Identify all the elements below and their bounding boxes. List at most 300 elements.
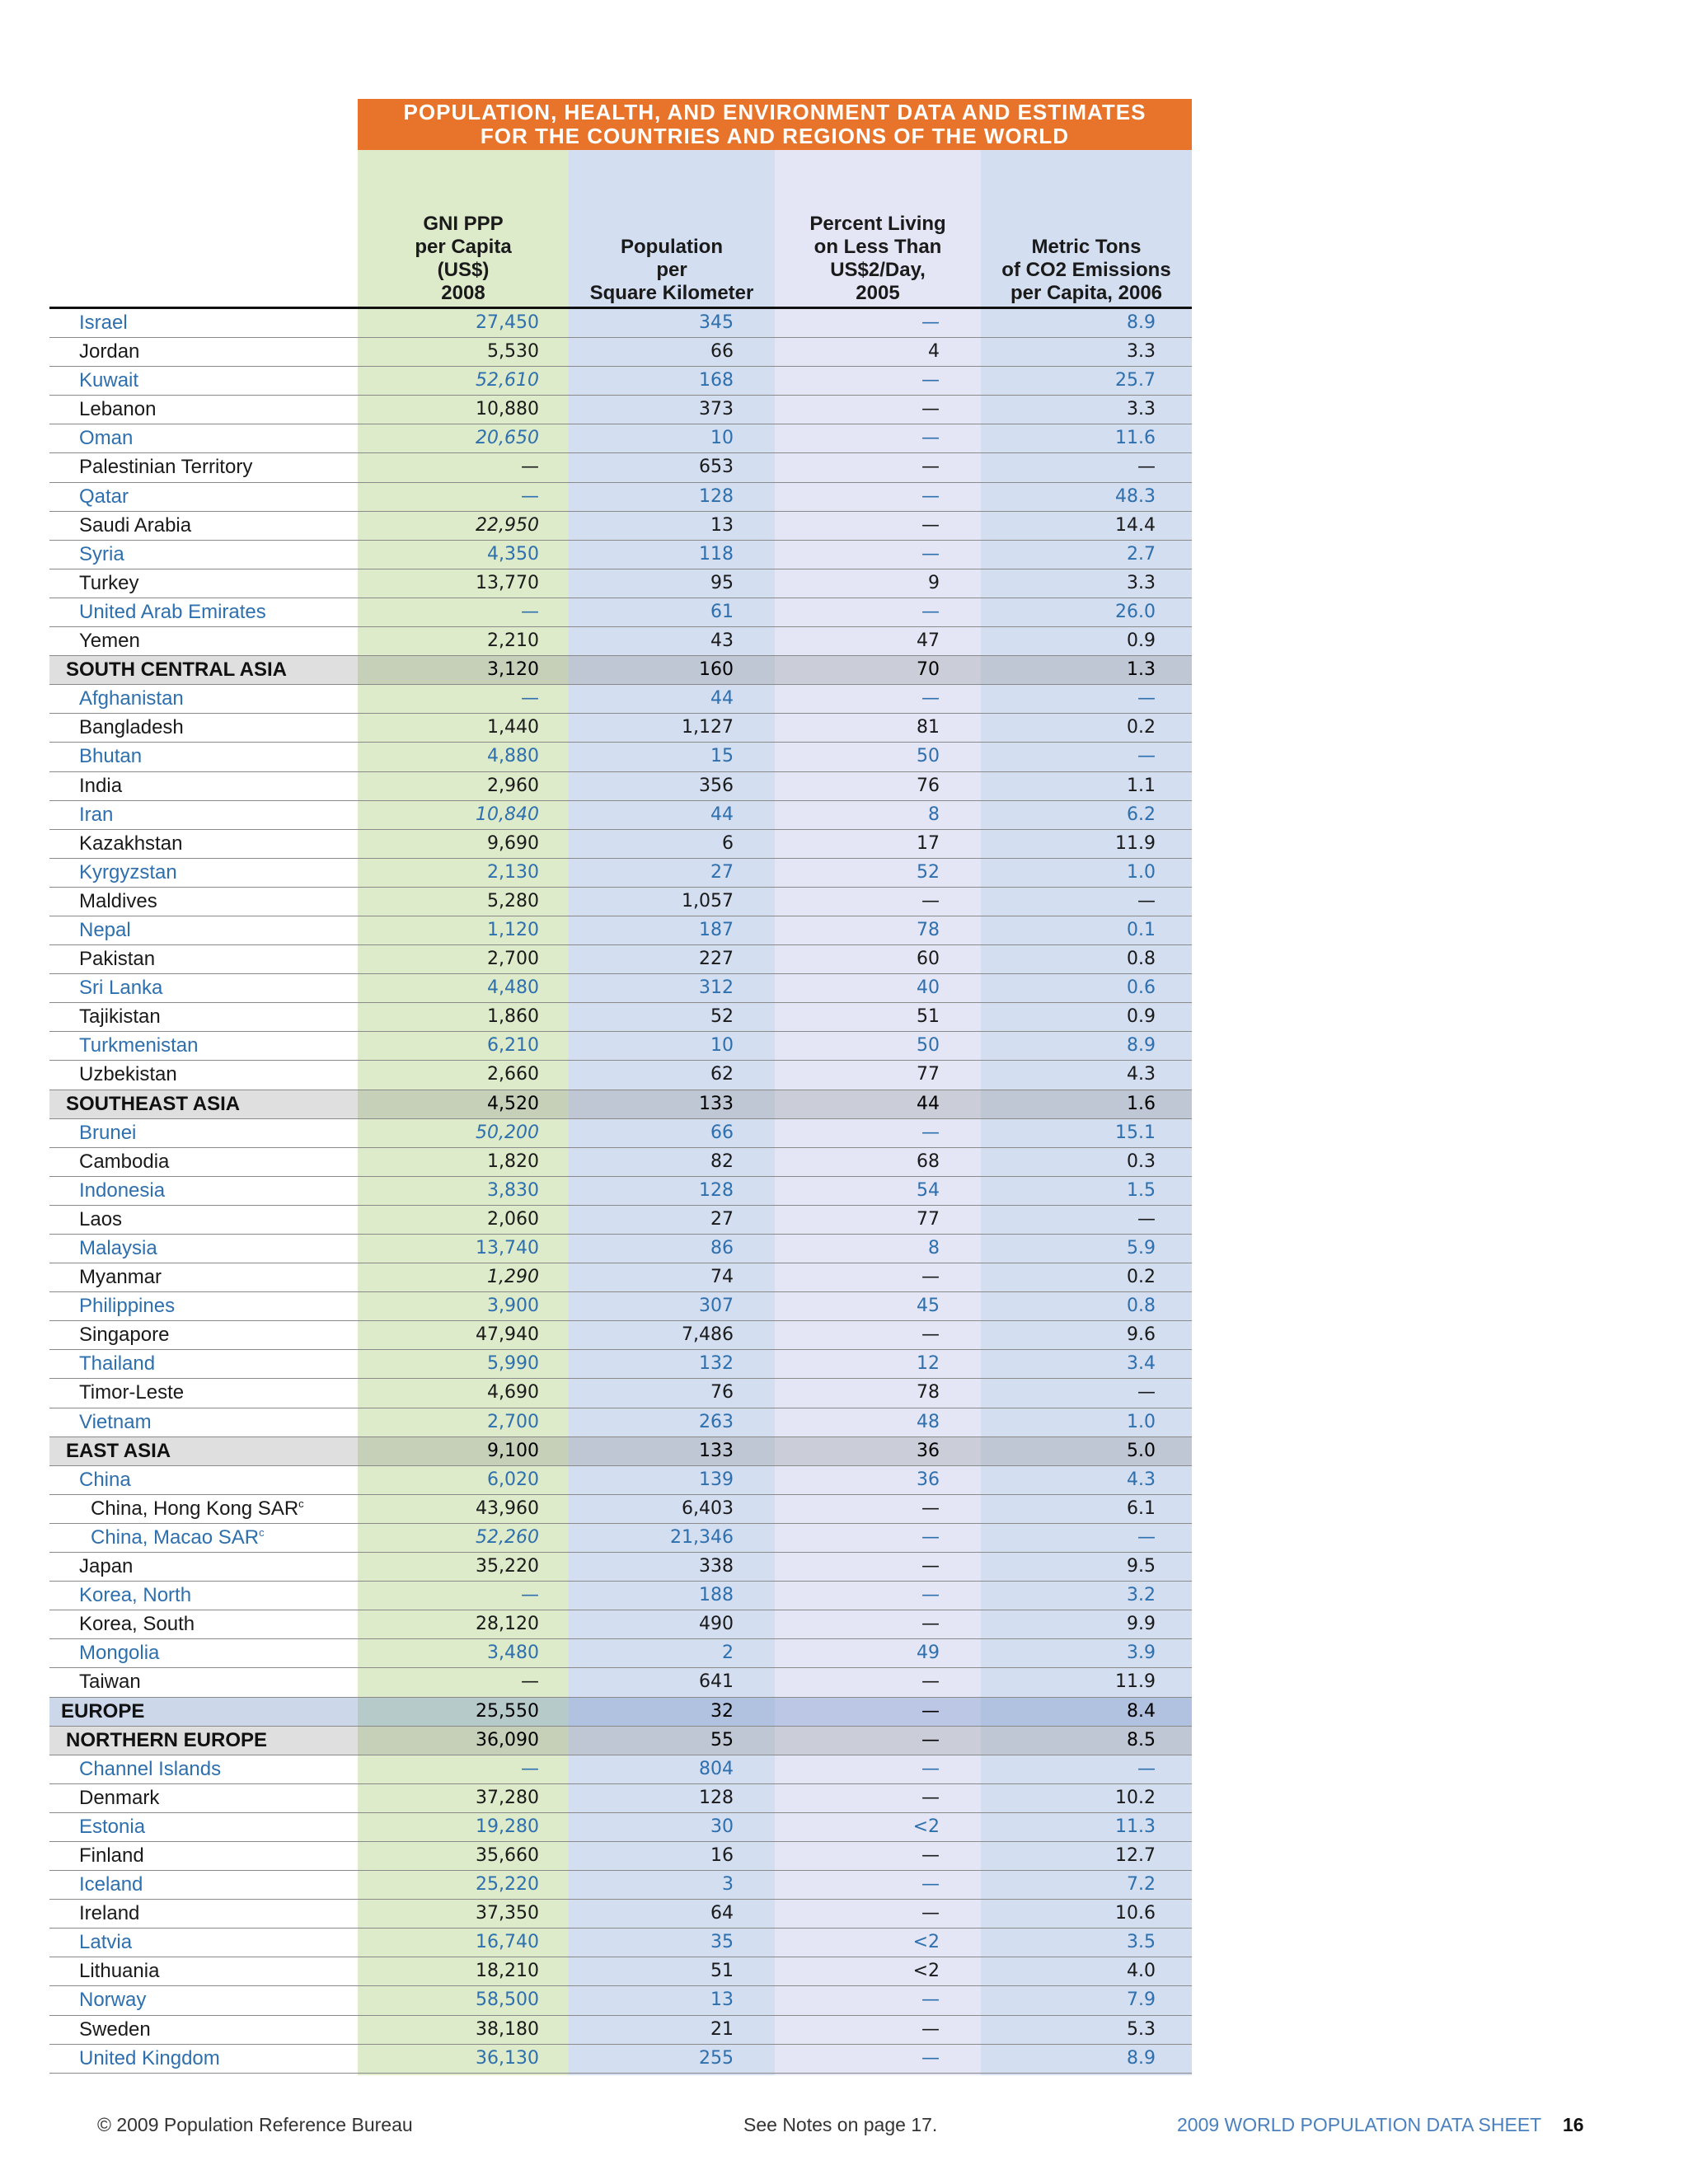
density-value: 804 — [699, 1758, 734, 1779]
poverty-value: — — [921, 399, 940, 420]
co2-value: 9.9 — [1127, 1614, 1156, 1635]
gni-value: 4,880 — [487, 746, 539, 767]
poverty-value: — — [921, 2047, 940, 2069]
gni-value: 38,180 — [476, 2018, 539, 2040]
gni-value: 2,130 — [487, 861, 539, 883]
gni-value: 36,130 — [476, 2047, 539, 2069]
table-row — [49, 1177, 1192, 1206]
table-row — [49, 714, 1192, 743]
density-value: 6,403 — [682, 1497, 734, 1519]
density-value: 133 — [699, 1093, 734, 1114]
gni-value: 9,690 — [487, 832, 539, 854]
poverty-value: 77 — [917, 1208, 940, 1230]
poverty-value: — — [921, 543, 940, 565]
gni-value: 52,260 — [476, 1526, 539, 1548]
row-label: Lithuania — [79, 1960, 160, 1983]
region-row — [49, 1727, 1192, 1755]
gni-value: 27,450 — [476, 312, 539, 333]
poverty-value: — — [921, 688, 940, 710]
row-label: Ireland — [79, 1902, 140, 1925]
density-value: 32 — [710, 1700, 734, 1722]
co2-value: 5.0 — [1127, 1440, 1156, 1461]
density-value: 86 — [710, 1238, 734, 1258]
co2-value: — — [1137, 746, 1156, 767]
density-value: 66 — [710, 1122, 734, 1143]
row-label: Kyrgyzstan — [79, 860, 177, 883]
poverty-value: — — [921, 1729, 940, 1750]
table-row — [49, 1900, 1192, 1929]
density-value: 2 — [722, 1643, 734, 1664]
co2-value: 0.8 — [1127, 949, 1156, 970]
table-row — [49, 801, 1192, 830]
co2-value: — — [1137, 457, 1156, 478]
row-label: Iceland — [79, 1873, 143, 1896]
row-label: Mongolia — [79, 1642, 160, 1665]
poverty-value: 47 — [917, 630, 940, 652]
poverty-value: — — [921, 1758, 940, 1779]
gni-value: 4,480 — [487, 977, 539, 999]
co2-value: 26.0 — [1115, 601, 1156, 622]
gni-value: 20,650 — [476, 428, 539, 449]
density-value: 82 — [710, 1151, 734, 1172]
row-label: Turkmenistan — [79, 1034, 199, 1057]
co2-value: 0.3 — [1127, 1151, 1156, 1172]
co2-value: 3.2 — [1127, 1585, 1156, 1606]
poverty-value: 9 — [928, 572, 940, 593]
row-label: Thailand — [79, 1352, 156, 1376]
poverty-value: 77 — [917, 1064, 940, 1085]
density-value: 653 — [699, 457, 734, 478]
table-row — [49, 569, 1192, 598]
co2-value: 11.9 — [1115, 832, 1156, 854]
header-poverty: Percent Living on Less Than US$2/Day, 2005 — [809, 213, 946, 304]
table-row — [49, 916, 1192, 945]
data-table — [49, 309, 1192, 2074]
poverty-value: 50 — [917, 746, 940, 767]
poverty-value: — — [921, 1844, 940, 1866]
poverty-value: 17 — [917, 832, 940, 854]
row-label: Timor-Leste — [79, 1381, 185, 1404]
poverty-value: 8 — [928, 1238, 940, 1258]
gni-value: 6,210 — [487, 1035, 539, 1057]
gni-value: — — [521, 1671, 539, 1693]
density-value: 338 — [699, 1556, 734, 1577]
co2-value: 7.9 — [1127, 1990, 1156, 2011]
poverty-value: <2 — [912, 1932, 940, 1953]
table-row — [49, 772, 1192, 801]
co2-value: 1.3 — [1127, 659, 1156, 681]
co2-value: 3.3 — [1127, 341, 1156, 363]
co2-value: 3.3 — [1127, 399, 1156, 420]
poverty-value: — — [921, 1585, 940, 1606]
gni-value: 25,550 — [476, 1700, 539, 1722]
table-row — [49, 1668, 1192, 1697]
row-label: Myanmar — [79, 1266, 162, 1289]
row-label: Vietnam — [79, 1410, 152, 1433]
co2-value: 4.3 — [1127, 1469, 1156, 1490]
density-value: 139 — [699, 1469, 734, 1490]
row-label: Estonia — [79, 1815, 146, 1838]
poverty-value: <2 — [912, 1961, 940, 1982]
row-label: Norway — [79, 1989, 147, 2012]
co2-value: 3.9 — [1127, 1643, 1156, 1664]
poverty-value: — — [921, 2018, 940, 2040]
row-label: Finland — [79, 1844, 144, 1867]
poverty-value: 12 — [917, 1353, 940, 1375]
poverty-value: <2 — [912, 1816, 940, 1837]
gni-value: 1,820 — [487, 1151, 539, 1172]
co2-value: 9.5 — [1127, 1556, 1156, 1577]
density-value: 95 — [710, 572, 734, 593]
co2-value: 8.9 — [1127, 1035, 1156, 1057]
poverty-value: — — [921, 890, 940, 912]
gni-value: 1,440 — [487, 717, 539, 738]
row-label: Tajikistan — [79, 1005, 161, 1029]
gni-value: 4,350 — [487, 543, 539, 565]
co2-value: 1.5 — [1127, 1179, 1156, 1201]
density-value: 188 — [699, 1585, 734, 1606]
gni-value: — — [521, 1758, 539, 1779]
row-label: Kuwait — [79, 369, 139, 392]
co2-value: 3.5 — [1127, 1932, 1156, 1953]
gni-value: 6,020 — [487, 1469, 539, 1490]
density-value: 345 — [699, 312, 734, 333]
table-row — [49, 1466, 1192, 1495]
row-label: Pakistan — [79, 948, 156, 971]
table-row — [49, 598, 1192, 627]
density-value: 118 — [699, 543, 734, 565]
co2-value: 1.0 — [1127, 1411, 1156, 1432]
table-row — [49, 1639, 1192, 1668]
table-row — [49, 1148, 1192, 1177]
poverty-value: — — [921, 1903, 940, 1924]
table-row — [49, 1292, 1192, 1321]
table-row — [49, 424, 1192, 453]
poverty-value: — — [921, 1671, 940, 1693]
poverty-value: 4 — [928, 341, 940, 363]
co2-value: — — [1137, 1758, 1156, 1779]
gni-value: 19,280 — [476, 1816, 539, 1837]
gni-value: 10,880 — [476, 399, 539, 420]
row-label: Maldives — [79, 889, 157, 912]
region-row — [49, 656, 1192, 685]
poverty-value: — — [921, 1526, 940, 1548]
gni-value: 4,520 — [487, 1093, 539, 1114]
poverty-value: 51 — [917, 1006, 940, 1028]
density-value: 43 — [710, 630, 734, 652]
gni-value: — — [521, 688, 539, 710]
gni-value: 10,840 — [476, 804, 539, 825]
row-label: Bangladesh — [79, 716, 184, 739]
gni-value: 47,940 — [476, 1324, 539, 1346]
poverty-value: 40 — [917, 977, 940, 999]
co2-value: 15.1 — [1115, 1122, 1156, 1143]
header-co2: Metric Tons of CO2 Emissions per Capita, 2006 — [1001, 236, 1171, 304]
header-density: Population per Square Kilometer — [589, 236, 754, 304]
density-value: 13 — [710, 1990, 734, 2011]
poverty-value: — — [921, 601, 940, 622]
poverty-value: — — [921, 1122, 940, 1143]
poverty-value: 60 — [917, 949, 940, 970]
co2-value: 8.5 — [1127, 1729, 1156, 1750]
gni-value: 2,060 — [487, 1208, 539, 1230]
poverty-value: — — [921, 428, 940, 449]
poverty-value: 78 — [917, 919, 940, 940]
co2-value: 9.6 — [1127, 1324, 1156, 1346]
row-label: Syria — [79, 542, 124, 565]
row-label: SOUTH CENTRAL ASIA — [66, 658, 288, 682]
co2-value: 7.2 — [1127, 1874, 1156, 1896]
poverty-value: 70 — [917, 659, 940, 681]
row-label: Lebanon — [79, 398, 157, 421]
gni-value: 2,700 — [487, 949, 539, 970]
co2-value: 3.3 — [1127, 572, 1156, 593]
table-row — [49, 1495, 1192, 1524]
table-row — [49, 1610, 1192, 1639]
table-row — [49, 2016, 1192, 2045]
poverty-value: — — [921, 1556, 940, 1577]
gni-value: 3,480 — [487, 1643, 539, 1664]
table-row — [49, 830, 1192, 859]
density-value: 74 — [710, 1267, 734, 1288]
table-row — [49, 1986, 1192, 2015]
table-row — [49, 1408, 1192, 1437]
row-label: Jordan — [79, 340, 140, 363]
page-number: 16 — [1563, 2114, 1584, 2135]
co2-value: — — [1137, 1526, 1156, 1548]
poverty-value: 81 — [917, 717, 940, 738]
row-label: Yemen — [79, 630, 140, 653]
density-value: 16 — [710, 1844, 734, 1866]
table-row — [49, 743, 1192, 771]
gni-value: 5,990 — [487, 1353, 539, 1375]
table-row — [49, 453, 1192, 482]
table-row — [49, 541, 1192, 569]
row-label: EUROPE — [61, 1699, 145, 1722]
poverty-value: — — [921, 1267, 940, 1288]
table-row — [49, 1379, 1192, 1408]
table-row — [49, 512, 1192, 541]
table-row — [49, 1350, 1192, 1379]
co2-value: 4.3 — [1127, 1064, 1156, 1085]
poverty-value: — — [921, 514, 940, 536]
co2-value: 48.3 — [1115, 485, 1156, 507]
co2-value: 5.9 — [1127, 1238, 1156, 1258]
co2-value: 0.9 — [1127, 630, 1156, 652]
gni-value: 3,900 — [487, 1296, 539, 1317]
table-row — [49, 1784, 1192, 1813]
density-value: 66 — [710, 341, 734, 363]
gni-value: 35,220 — [476, 1556, 539, 1577]
co2-value: 3.4 — [1127, 1353, 1156, 1375]
gni-value: 50,200 — [476, 1122, 539, 1143]
density-value: 62 — [710, 1064, 734, 1085]
density-value: 61 — [710, 601, 734, 622]
co2-value: 10.2 — [1115, 1787, 1156, 1808]
density-value: 128 — [699, 1787, 734, 1808]
table-row — [49, 1003, 1192, 1032]
table-row — [49, 888, 1192, 916]
row-label: Korea, North — [79, 1584, 192, 1607]
table-row — [49, 483, 1192, 512]
density-value: 133 — [699, 1440, 734, 1461]
density-value: 160 — [699, 659, 734, 681]
density-value: 51 — [710, 1961, 734, 1982]
density-value: 263 — [699, 1411, 734, 1432]
gni-value: 43,960 — [476, 1497, 539, 1519]
row-label: Laos — [79, 1207, 123, 1230]
row-label: Bhutan — [79, 745, 143, 768]
row-label: Cambodia — [79, 1150, 170, 1173]
poverty-value: — — [921, 1324, 940, 1346]
table-row — [49, 1061, 1192, 1090]
poverty-value: — — [921, 370, 940, 391]
gni-value: 35,660 — [476, 1844, 539, 1866]
poverty-value: — — [921, 1497, 940, 1519]
row-label: United Arab Emirates — [79, 600, 266, 623]
poverty-value: 45 — [917, 1296, 940, 1317]
gni-value: 1,290 — [487, 1267, 539, 1288]
co2-value: 8.4 — [1127, 1700, 1156, 1722]
gni-value: 13,740 — [476, 1238, 539, 1258]
row-label: Oman — [79, 427, 134, 450]
gni-value: 5,280 — [487, 890, 539, 912]
poverty-value: 8 — [928, 804, 940, 825]
row-label: Afghanistan — [79, 687, 184, 710]
poverty-value: 44 — [917, 1093, 940, 1114]
region-row — [49, 1090, 1192, 1119]
co2-value: 6.2 — [1127, 804, 1156, 825]
poverty-value: 36 — [917, 1469, 940, 1490]
poverty-value: 68 — [917, 1151, 940, 1172]
co2-value: 4.0 — [1127, 1961, 1156, 1982]
gni-value: 13,770 — [476, 572, 539, 593]
gni-value: 5,530 — [487, 341, 539, 363]
table-row — [49, 309, 1192, 338]
gni-value: 52,610 — [476, 370, 539, 391]
gni-value: 2,210 — [487, 630, 539, 652]
table-row — [49, 338, 1192, 367]
row-label: China, Hong Kong SAR$^c$ — [91, 1497, 304, 1520]
co2-value: 0.2 — [1127, 717, 1156, 738]
co2-value: 0.9 — [1127, 1006, 1156, 1028]
region-row — [49, 1698, 1192, 1727]
gni-value: — — [521, 457, 539, 478]
row-label: Uzbekistan — [79, 1063, 177, 1086]
co2-value: 5.3 — [1127, 2018, 1156, 2040]
row-label: Japan — [79, 1555, 134, 1578]
row-label: China — [79, 1468, 131, 1491]
region-row — [49, 1437, 1192, 1466]
co2-value: 8.9 — [1127, 312, 1156, 333]
co2-value: 0.2 — [1127, 1267, 1156, 1288]
table-row — [49, 1235, 1192, 1263]
poverty-value: — — [921, 485, 940, 507]
row-label: Brunei — [79, 1121, 137, 1144]
co2-value: 10.6 — [1115, 1903, 1156, 1924]
density-value: 64 — [710, 1903, 734, 1924]
gni-value: 37,350 — [476, 1903, 539, 1924]
gni-value: 28,120 — [476, 1614, 539, 1635]
poverty-value: 52 — [917, 861, 940, 883]
poverty-value: — — [921, 1990, 940, 2011]
row-label: SOUTHEAST ASIA — [66, 1092, 241, 1115]
co2-value: 25.7 — [1115, 370, 1156, 391]
row-label: Indonesia — [79, 1179, 166, 1202]
gni-value: 3,120 — [487, 659, 539, 681]
table-row — [49, 859, 1192, 888]
density-value: 44 — [710, 804, 734, 825]
density-value: 356 — [699, 775, 734, 796]
gni-value: — — [521, 1585, 539, 1606]
co2-value: — — [1137, 890, 1156, 912]
row-label: Iran — [79, 803, 114, 826]
table-row — [49, 396, 1192, 424]
poverty-value: 49 — [917, 1643, 940, 1664]
density-value: 21,346 — [670, 1526, 734, 1548]
co2-value: 12.7 — [1115, 1844, 1156, 1866]
co2-value: 11.9 — [1115, 1671, 1156, 1693]
title-line-1: POPULATION, HEALTH, AND ENVIRONMENT DATA AND ESTIMATES — [403, 100, 1146, 124]
table-row — [49, 367, 1192, 396]
publication-title: 2009 WORLD POPULATION DATA SHEET — [1177, 2114, 1542, 2135]
co2-value: 0.8 — [1127, 1296, 1156, 1317]
density-value: 128 — [699, 1179, 734, 1201]
table-row — [49, 945, 1192, 974]
co2-value: 14.4 — [1115, 514, 1156, 536]
co2-value: 8.9 — [1127, 2047, 1156, 2069]
density-value: 307 — [699, 1296, 734, 1317]
density-value: 3 — [722, 1874, 734, 1896]
table-row — [49, 1871, 1192, 1900]
table-row — [49, 1206, 1192, 1235]
density-value: 7,486 — [682, 1324, 734, 1346]
header-gni: GNI PPP per Capita (US$) 2008 — [415, 213, 512, 304]
row-label: Qatar — [79, 485, 129, 508]
co2-value: 6.1 — [1127, 1497, 1156, 1519]
gni-value: — — [521, 485, 539, 507]
row-label: Palestinian Territory — [79, 456, 253, 479]
density-value: 187 — [699, 919, 734, 940]
density-value: 52 — [710, 1006, 734, 1028]
row-label: Sweden — [79, 2018, 151, 2041]
title-line-2: FOR THE COUNTRIES AND REGIONS OF THE WORLD — [480, 124, 1070, 148]
table-row — [49, 1524, 1192, 1553]
table-row — [49, 1582, 1192, 1610]
row-label: Malaysia — [79, 1237, 157, 1259]
density-value: 132 — [699, 1353, 734, 1375]
row-label: Philippines — [79, 1295, 176, 1318]
density-value: 15 — [710, 746, 734, 767]
density-value: 128 — [699, 485, 734, 507]
gni-value: 2,960 — [487, 775, 539, 796]
row-label: India — [79, 774, 123, 797]
table-row — [49, 1842, 1192, 1871]
copyright: © 2009 Population Reference Bureau — [97, 2114, 413, 2135]
row-label: China, Macao SAR$^c$ — [91, 1526, 265, 1549]
row-label: Channel Islands — [79, 1757, 222, 1780]
gni-value: 2,660 — [487, 1064, 539, 1085]
table-row — [49, 1032, 1192, 1061]
gni-value: 2,700 — [487, 1411, 539, 1432]
row-label: Israel — [79, 312, 128, 334]
density-value: 55 — [710, 1729, 734, 1750]
gni-value: 4,690 — [487, 1382, 539, 1404]
co2-value: 11.6 — [1115, 428, 1156, 449]
density-value: 1,127 — [682, 717, 734, 738]
co2-value: 1.6 — [1127, 1093, 1156, 1114]
gni-value: 36,090 — [476, 1729, 539, 1750]
